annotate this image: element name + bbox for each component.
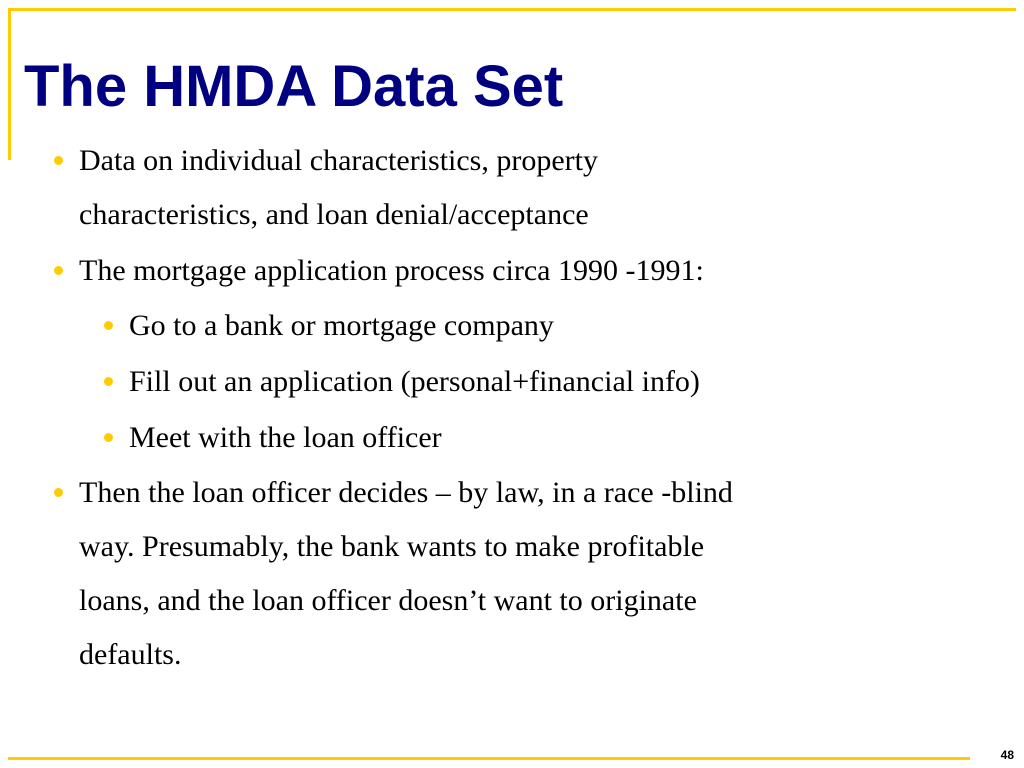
bullet-line: way. Presumably, the bank wants to make profitable — [79, 530, 705, 563]
bullet-line: Meet with the loan officer — [129, 421, 442, 454]
bullet-line: Go to a bank or mortgage company — [129, 309, 554, 342]
bullet-line: Fill out an application (personal+financial info) — [129, 365, 700, 398]
bullet-line: Data on individual characteristics, property — [79, 144, 598, 177]
bullet-dot-icon — [104, 321, 113, 330]
bullet-dot-icon — [104, 433, 113, 442]
bullet-text — [79, 244, 704, 298]
bullet-line: defaults. — [79, 638, 182, 671]
bullet-line: Then the loan officer decides – by law, in a race -blind — [79, 476, 733, 509]
frame-top-rule — [8, 8, 1016, 11]
bullet-text — [129, 411, 442, 465]
bullet-dot-icon — [54, 488, 63, 497]
bullet-text — [129, 355, 700, 409]
bullet-dot-icon — [54, 156, 63, 165]
bullet-line: characteristics, and loan denial/acceptance — [79, 198, 589, 231]
bullet-line: The mortgage application process circa 1990 -1991: — [79, 254, 704, 287]
bullet-text — [79, 466, 733, 682]
bullet-dot-icon — [54, 266, 63, 275]
bullet-dot-icon — [104, 377, 113, 386]
frame-left-rule — [8, 8, 11, 160]
bullet-line: loans, and the loan officer doesn’t want to originate — [79, 584, 697, 617]
bullet-text — [79, 134, 598, 242]
frame-bottom-rule — [8, 757, 970, 760]
slide-title: The HMDA Data Set — [24, 54, 564, 119]
page-number: 48 — [1000, 748, 1014, 762]
bullet-text — [129, 299, 554, 353]
